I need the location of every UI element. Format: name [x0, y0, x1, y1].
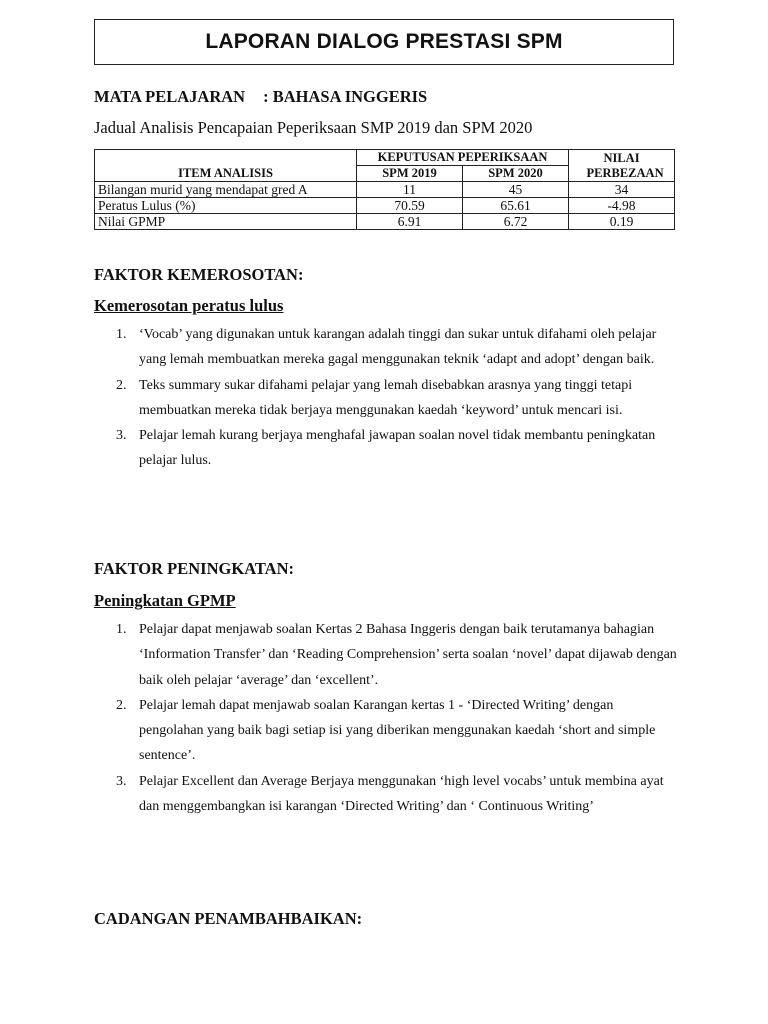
list-number: 1. [116, 327, 127, 342]
row-spm2020: 45 [463, 182, 569, 198]
list-item [94, 769, 680, 820]
row-diff: 34 [569, 182, 675, 198]
list-text: Pelajar Excellent dan Average Berjaya menggunakan ‘high level vocabs’ untuk membina ayat dan menggembangkan isi karangan ‘Directed Writing’ dan ‘ Continuous Writing’ [139, 773, 664, 815]
header-spm2020: SPM 2020 [463, 166, 569, 182]
row-spm2020: 65.61 [463, 198, 569, 214]
subject-value: : BAHASA INGGERIS [263, 87, 428, 106]
decline-list [94, 322, 680, 474]
list-text: Pelajar lemah kurang berjaya menghafal jawapan soalan novel tidak membantu peningkatan pelajar lulus. [139, 428, 656, 469]
row-spm2019: 6.91 [357, 214, 463, 230]
analysis-table [94, 149, 675, 230]
title-box [94, 19, 674, 65]
increase-subheading: Peningkatan GPMP [94, 591, 236, 610]
list-item [94, 373, 680, 424]
table-row [95, 182, 675, 198]
document-title: LAPORAN DIALOG PRESTASI SPM [205, 30, 563, 53]
row-item: Bilangan murid yang mendapat gred A [95, 182, 357, 198]
header-group: KEPUTUSAN PEPERIKSAAN [357, 150, 569, 166]
list-item [94, 322, 680, 373]
list-number: 2. [116, 697, 127, 713]
header-spm2019: SPM 2019 [357, 166, 463, 182]
list-number: 3. [116, 773, 127, 789]
row-item: Peratus Lulus (%) [95, 198, 357, 214]
list-text: Pelajar lemah dapat menjawab soalan Karangan kertas 1 - ‘Directed Writing’ dengan pengolahan yang baik bagi setiap isi yang diberikan menggunakan kaedah ‘short and simple sentence’. [139, 697, 656, 764]
subject-label: MATA PELAJARAN [94, 87, 246, 106]
table-row [95, 198, 675, 214]
row-item: Nilai GPMP [95, 214, 357, 230]
list-number: 3. [116, 428, 127, 444]
row-diff: -4.98 [569, 198, 675, 214]
increase-heading: FAKTOR PENINGKATAN: [94, 559, 294, 578]
list-number: 2. [116, 377, 127, 393]
decline-subheading: Kemerosotan peratus lulus [94, 296, 284, 315]
row-spm2019: 70.59 [357, 198, 463, 214]
row-diff: 0.19 [569, 214, 675, 230]
header-item: ITEM ANALISIS [95, 150, 357, 182]
decline-heading: FAKTOR KEMEROSOTAN: [94, 265, 304, 284]
list-item [94, 423, 680, 474]
table-row [95, 214, 675, 230]
list-text: Pelajar dapat menjawab soalan Kertas 2 Bahasa Inggeris dengan baik terutamanya bahagian ‘Information Transfer’ dan ‘Reading Comprehension’ serta soalan ‘novel’ dapat dijawab dengan baik oleh pelajar ‘average’ dan ‘excellent’. [139, 622, 677, 688]
list-text: ‘Vocab’ yang digunakan untuk karangan adalah tinggi dan sukar untuk difahami oleh pelajar yang lemah membuatkan mereka gagal menggunakan teknik ‘adapt and adopt’ dengan baik. [139, 327, 657, 368]
subject-line [94, 87, 427, 107]
suggestion-heading: CADANGAN PENAMBAHBAIKAN: [94, 909, 363, 928]
list-number: 1. [116, 622, 127, 637]
increase-list [94, 617, 680, 819]
table-caption: Jadual Analisis Pencapaian Peperiksaan SMP 2019 dan SPM 2020 [94, 118, 533, 137]
row-spm2019: 11 [357, 182, 463, 198]
list-item [94, 617, 680, 693]
row-spm2020: 6.72 [463, 214, 569, 230]
list-item [94, 693, 680, 769]
header-diff [569, 150, 675, 182]
list-text: Teks summary sukar difahami pelajar yang lemah disebabkan arasnya yang tinggi tetapi membuatkan mereka tidak berjaya menggunakan kaedah ‘keyword’ untuk mencari isi. [139, 377, 633, 418]
header-diff-text: NILAI PERBEZAAN [586, 150, 664, 180]
